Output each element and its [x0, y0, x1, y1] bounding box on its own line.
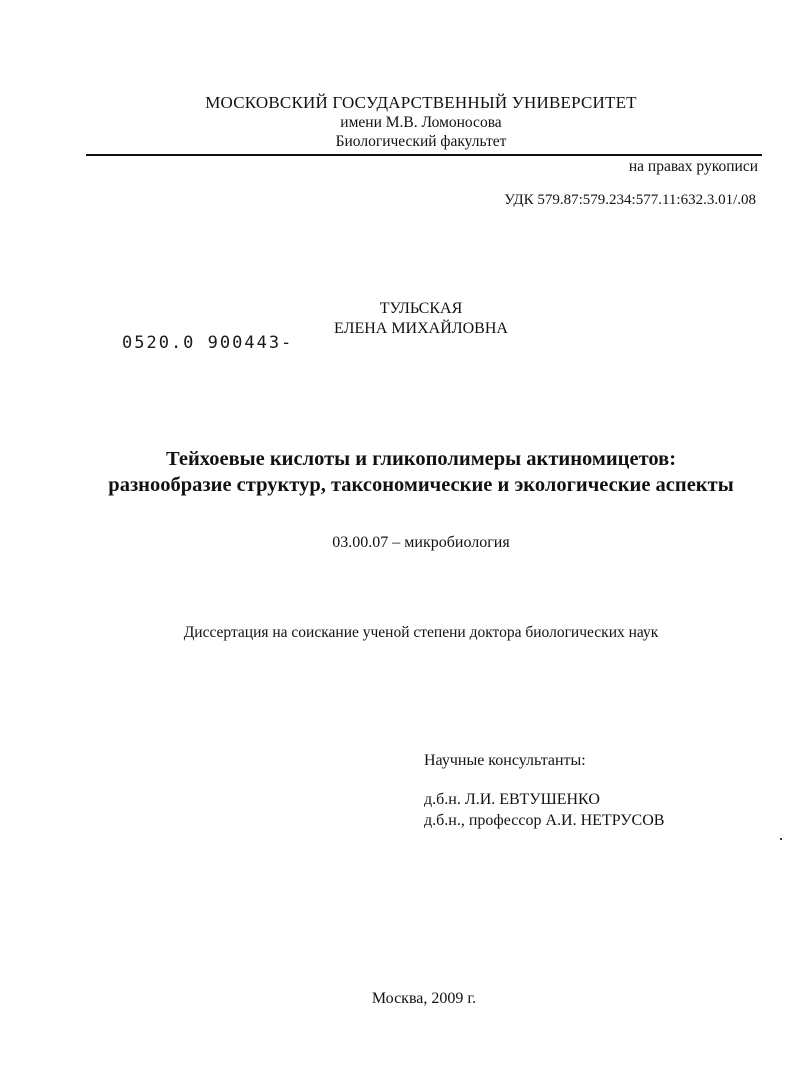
author-surname: ТУЛЬСКАЯ: [379, 300, 463, 317]
thesis-title-line-2: разнообразие структур, таксономические и экологические аспекты: [108, 474, 734, 496]
dissertation-note: Диссертация на соискание ученой степени доктора биологических наук: [183, 624, 659, 641]
consultant-item: д.б.н. Л.И. ЕВТУШЕНКО: [424, 791, 600, 808]
thesis-title-line-1: Тейхоевые кислоты и гликополимеры актиномицетов:: [165, 448, 677, 470]
author-given-names: ЕЛЕНА МИХАЙЛОВНА: [334, 320, 508, 337]
header-divider: [86, 154, 762, 156]
udk-code: УДК 579.87:579.234:577.11:632.3.01/.08: [504, 192, 756, 208]
scan-speck: [780, 838, 782, 840]
city-year: Москва, 2009 г.: [371, 990, 477, 1007]
university-name: МОСКОВСКИЙ ГОСУДАРСТВЕННЫЙ УНИВЕРСИТЕТ: [205, 93, 637, 112]
consultants-heading: Научные консультанты:: [424, 752, 586, 769]
library-stamp: 0520.0 900443-: [122, 333, 294, 353]
consultant-item: д.б.н., профессор А.И. НЕТРУСОВ: [424, 812, 665, 829]
university-named-after: имени М.В. Ломоносова: [340, 114, 502, 131]
specialty-code: 03.00.07 – микробиология: [332, 534, 510, 551]
faculty-name: Биологический факультет: [335, 133, 507, 150]
rights-note: на правах рукописи: [628, 158, 758, 175]
